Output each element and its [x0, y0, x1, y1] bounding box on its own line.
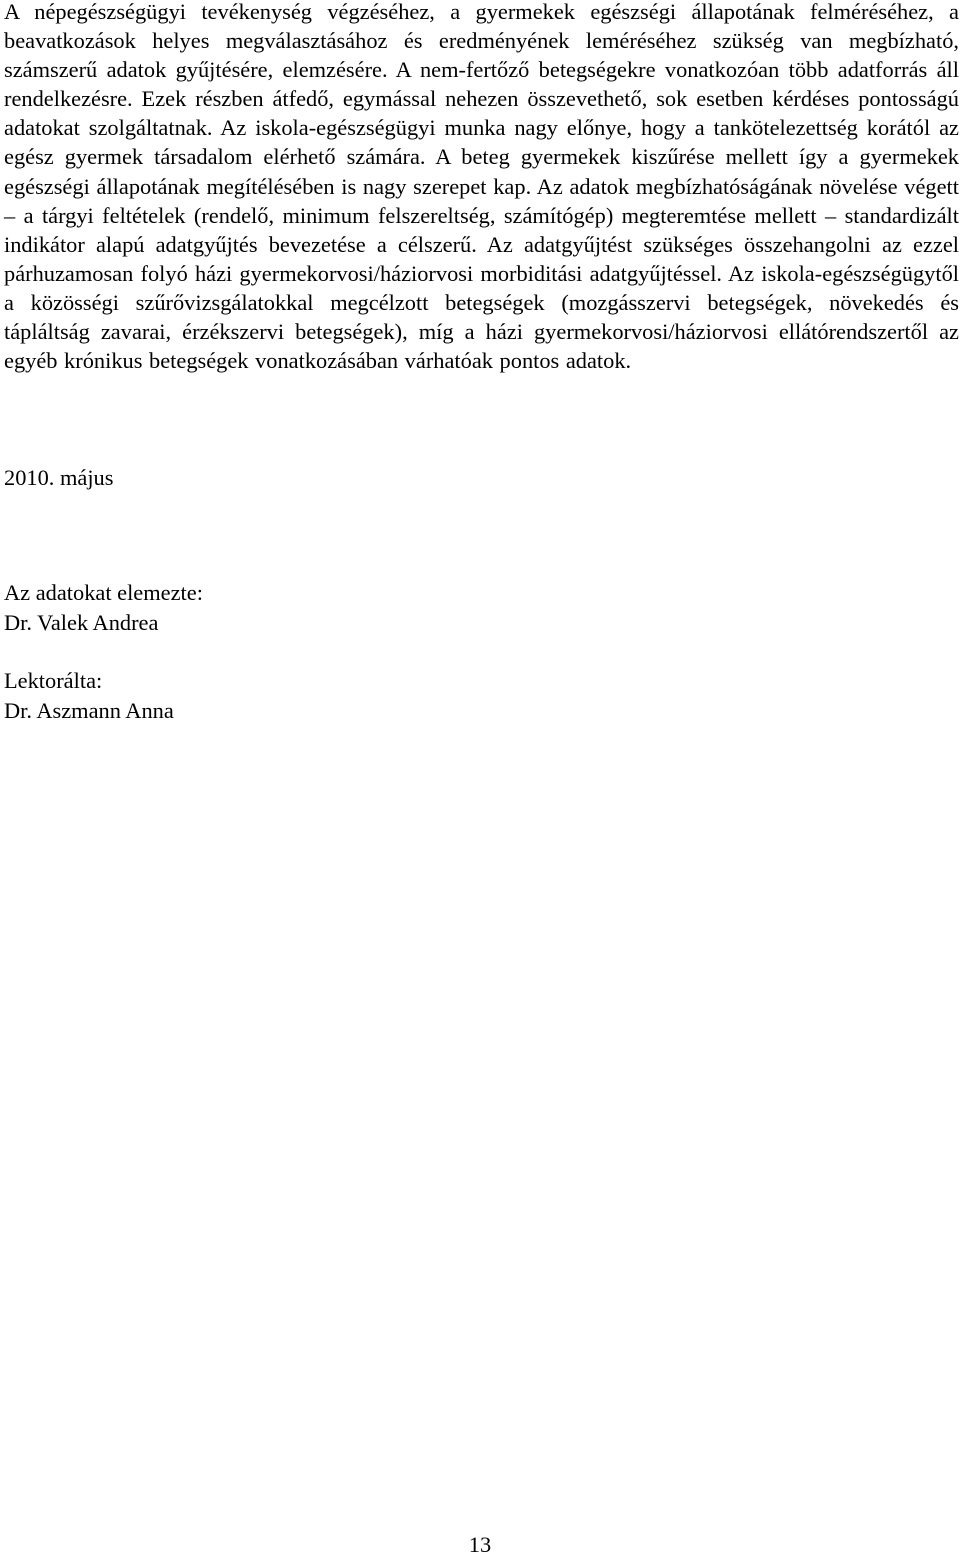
body-paragraph: A népegészségügyi tevékenység végzéséhez, a gyermekek egészségi állapotának felméréséhez, a beavatkozások helyes megválasztásához és eredményének leméréséhez szükség van megbízható, számszerű adatok gyűjtésére, elemzésére. A nem-fertőző betegségekre vonatkozóan több adatforrás áll rendelkezésre. Ezek részben átfedő, egymással nehezen összevethető, sok esetben kérdéses pontosságú adatokat szolgáltatnak. Az iskola-egészségügyi munka nagy előnye, hogy a tankötelezettség korától az egész gyermek társadalom elérhető számára. A beteg gyermekek kiszűrése mellett így a gyermekek egészségi állapotának megítélésében is nagy szerepet kap. Az adatok megbízhatóságának növelése végett – a tárgyi feltételek (rendelő, minimum felszereltség, számítógép) megteremtése mellett – standardizált indikátor alapú adatgyűjtés bevezetése a célszerű. Az adatgyűjtést szükséges összehangolni az ezzel párhuzamosan folyó házi gyermekorvosi/háziorvosi morbiditási adatgyűjtéssel. Az iskola-egészségügytől a közösségi szűrővizsgálatokkal megcélzott betegségek (mozgásszervi betegségek, növekedés és tápláltság zavarai, érzékszervi betegségek), míg a házi gyermekorvosi/háziorvosi ellátórendszertől az egyéb krónikus betegségek vonatkozásában várhatóak pontos adatok.	[4, 0, 959, 374]
reviewer-label: Lektorálta:	[4, 668, 103, 693]
document-date: 2010. május	[4, 465, 114, 490]
analyst-label: Az adatokat elemezte:	[4, 580, 203, 605]
analyst-name: Dr. Valek Andrea	[4, 610, 159, 635]
reviewer-name: Dr. Aszmann Anna	[4, 698, 174, 723]
page-number: 13	[468, 1532, 492, 1557]
